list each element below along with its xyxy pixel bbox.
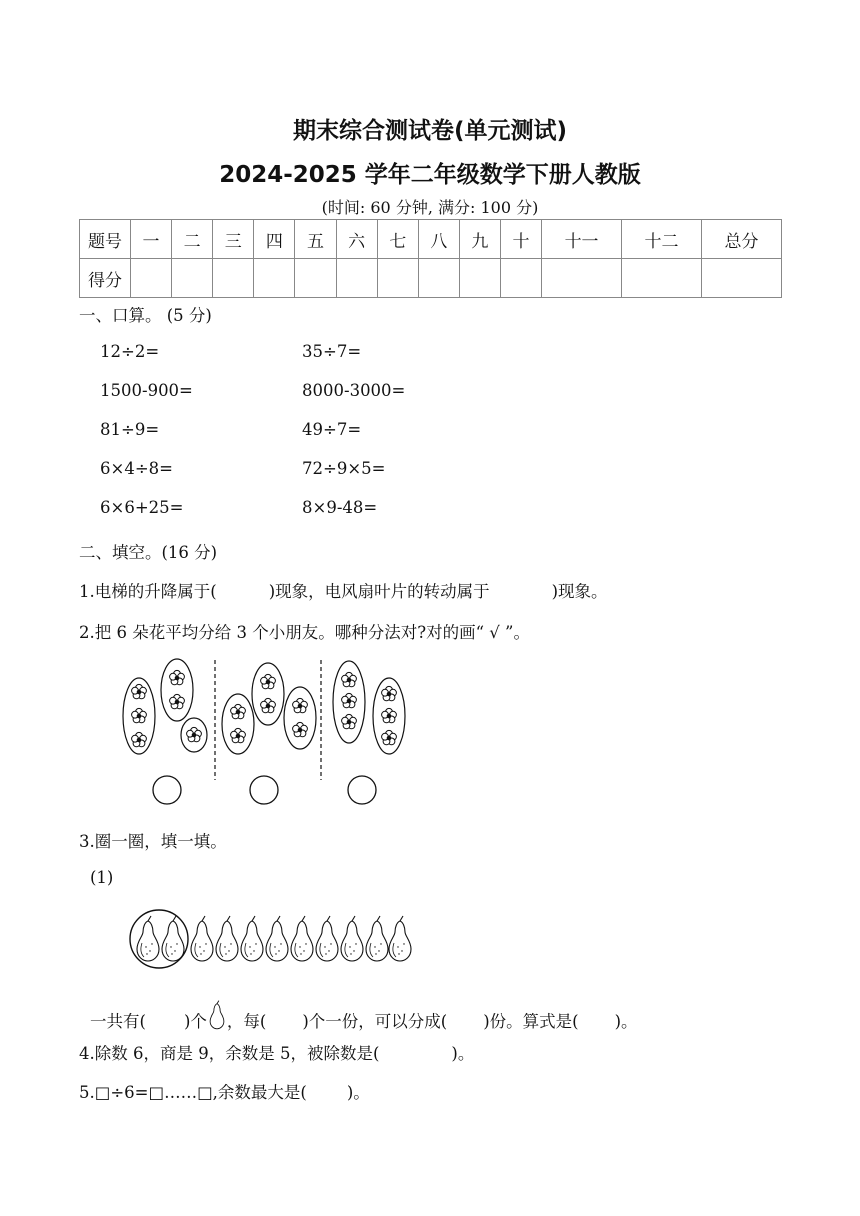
column-header: 十二 [622, 220, 702, 259]
question-3: 3.圈一圈，填一填。 [79, 832, 227, 851]
column-header: 二 [172, 220, 213, 259]
column-header: 七 [377, 220, 418, 259]
score-cell[interactable] [336, 259, 377, 298]
question-text: ，每( [226, 1012, 267, 1031]
score-cell[interactable] [172, 259, 213, 298]
question-3-fill [90, 1000, 638, 1032]
calc-problem: 72÷9×5= [302, 459, 386, 478]
group-ellipse [161, 659, 193, 721]
column-header: 总分 [701, 220, 781, 259]
calc-problem: 81÷9= [100, 420, 160, 439]
group-ellipse [252, 663, 284, 725]
column-header: 三 [213, 220, 254, 259]
row-label-score: 得分 [80, 259, 131, 298]
answer-circle[interactable] [348, 776, 376, 804]
question-1 [79, 578, 608, 602]
section-1-heading: 一、口算。 (5 分) [79, 306, 212, 325]
calc-problem: 6×4÷8= [100, 459, 173, 478]
question-2: 2.把 6 朵花平均分给 3 个小朋友。哪种分法对?对的画“ √ ”。 [79, 623, 530, 642]
score-cell[interactable] [500, 259, 541, 298]
column-header: 十一 [542, 220, 622, 259]
section-2-heading: 二、填空。(16 分) [79, 543, 218, 562]
answer-circle[interactable] [153, 776, 181, 804]
column-header: 八 [418, 220, 459, 259]
score-cell[interactable] [459, 259, 500, 298]
group-ellipse [222, 694, 254, 754]
score-cell[interactable] [377, 259, 418, 298]
question-text: )个 [183, 1012, 207, 1031]
answer-circle[interactable] [250, 776, 278, 804]
column-header: 四 [254, 220, 295, 259]
question-text: 4.除数 6，商是 9，余数是 5，被除数是( [79, 1044, 380, 1063]
question-text: )。 [346, 1083, 370, 1102]
score-cell[interactable] [542, 259, 622, 298]
calc-problem: 8000-3000= [302, 381, 406, 400]
calc-problem: 8×9-48= [302, 498, 378, 517]
score-cell[interactable] [213, 259, 254, 298]
score-cell[interactable] [418, 259, 459, 298]
question-text: 5.□÷6=□……□,余数最大是( [79, 1083, 307, 1102]
column-header: 五 [295, 220, 336, 259]
question-text: )。 [451, 1044, 475, 1063]
question-text: 1.电梯的升降属于( [79, 582, 217, 601]
row-label-question: 题号 [80, 220, 131, 259]
column-header: 十 [500, 220, 541, 259]
pear-icon [207, 1000, 227, 1030]
score-cell[interactable] [295, 259, 336, 298]
score-cell[interactable] [622, 259, 702, 298]
calc-problem: 49÷7= [302, 420, 362, 439]
question-text: 一共有( [90, 1012, 146, 1031]
question-text: )现象，电风扇叶片的转动属于 [268, 582, 490, 601]
page-title: 期末综合测试卷(单元测试) [292, 118, 568, 144]
question-4 [79, 1040, 474, 1064]
question-text: )。 [614, 1012, 638, 1031]
exam-info: (时间: 60 分钟, 满分: 100 分) [321, 198, 539, 217]
column-header: 一 [131, 220, 172, 259]
flower-groups-figure [110, 652, 420, 812]
table-row [80, 220, 782, 259]
calc-problem: 1500-900= [100, 381, 193, 400]
pears-figure [128, 907, 418, 971]
score-table [79, 219, 782, 298]
column-header: 九 [459, 220, 500, 259]
calc-problem: 6×6+25= [100, 498, 184, 517]
question-3-part-1: (1) [90, 868, 114, 887]
table-row [80, 259, 782, 298]
score-cell[interactable] [701, 259, 781, 298]
column-header: 六 [336, 220, 377, 259]
question-text: )个一份，可以分成( [302, 1012, 448, 1031]
question-text: )份。算式是( [483, 1012, 579, 1031]
page-subtitle: 2024-2025 学年二年级数学下册人教版 [219, 162, 641, 188]
score-cell[interactable] [131, 259, 172, 298]
group-ellipse [284, 687, 316, 749]
question-5 [79, 1079, 370, 1103]
calc-problem: 12÷2= [100, 342, 160, 361]
calc-problem: 35÷7= [302, 342, 362, 361]
question-text: )现象。 [551, 582, 608, 601]
score-cell[interactable] [254, 259, 295, 298]
